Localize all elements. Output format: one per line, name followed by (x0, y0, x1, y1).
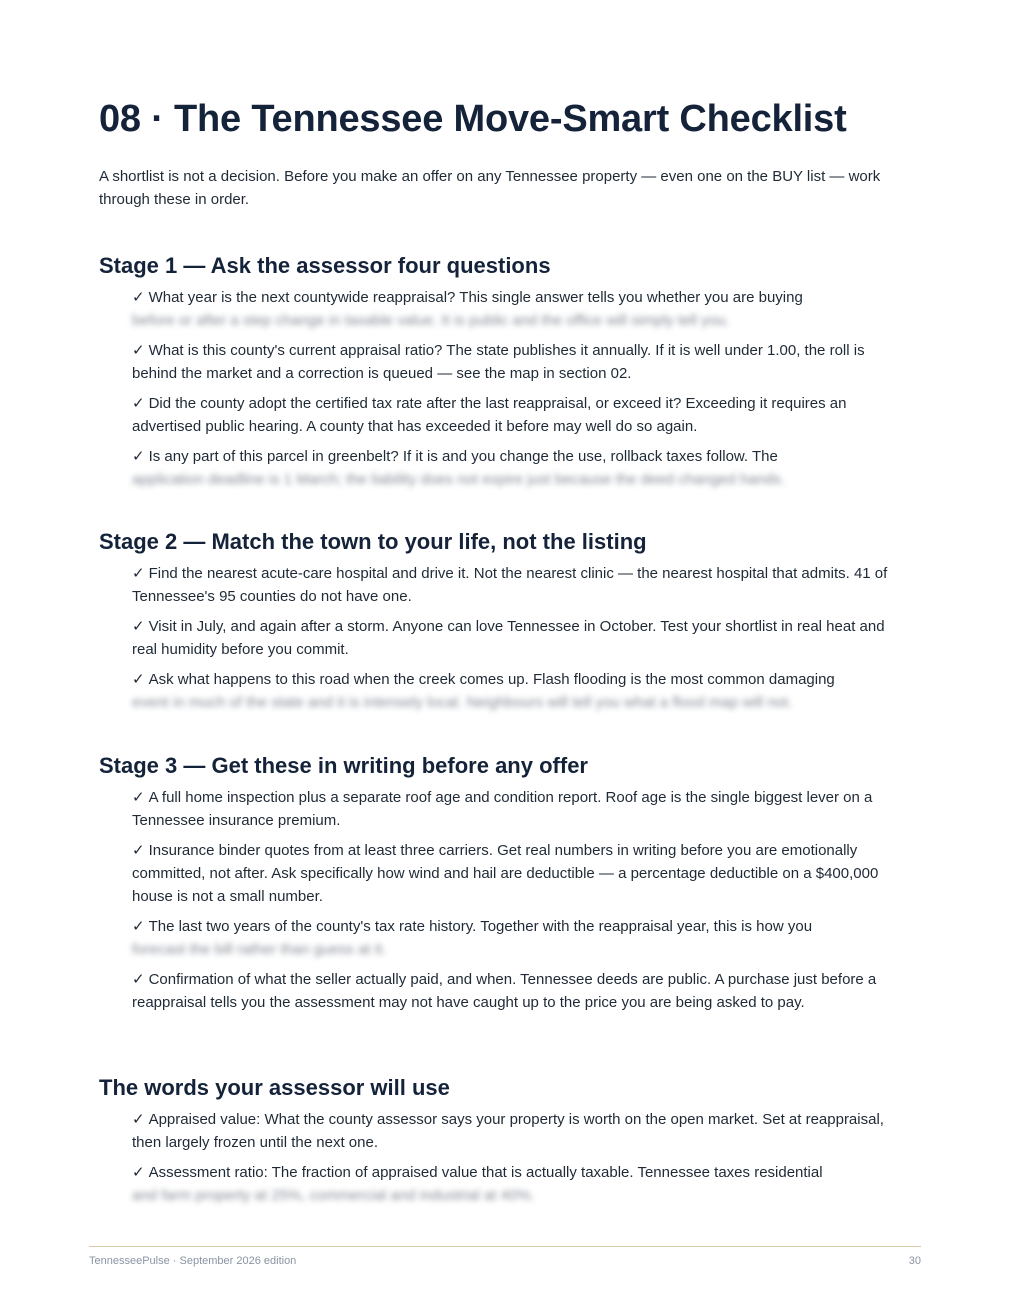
item-text: Did the county adopt the certified tax rate after the last reappraisal, or exceed it? Exceeding it requires an advertised public hearing. A county that has exceeded it before may well do so again. (132, 395, 847, 435)
check-icon: ✓ (132, 971, 145, 988)
checklist (99, 286, 913, 491)
checklist-item (132, 562, 913, 608)
checklist-item (132, 668, 913, 714)
blurred-text: and farm property at 25%, commercial and industrial at 40%. (132, 1187, 535, 1204)
section-heading: The words your assessor will use (99, 1075, 450, 1100)
item-text: Insurance binder quotes from at least three carriers. Get real numbers in writing before you are emotionally committed, not after. Ask specifically how wind and hail are deductible — a percentage deductible on a $400,000 house is not a small number. (132, 842, 879, 905)
footer-edition: TennesseePulse · September 2026 edition (89, 1255, 297, 1267)
blurred-text: event in much of the state and it is intensely local. Neighbours will tell you what a flood map will not. (132, 694, 793, 711)
item-text: A full home inspection plus a separate roof age and condition report. Roof age is the single biggest lever on a Tennessee insurance premium. (132, 789, 873, 829)
checklist-item (132, 968, 913, 1014)
section-glossary (99, 1074, 913, 1207)
checklist-item (132, 445, 913, 491)
check-icon: ✓ (132, 789, 145, 806)
checklist-item (132, 1161, 913, 1207)
checklist (99, 562, 913, 714)
item-text: Appraised value: What the county assessor says your property is worth on the open market. Set at reappraisal, then largely frozen until the next one. (132, 1111, 884, 1151)
section-heading: Stage 3 — Get these in writing before any offer (99, 753, 588, 778)
section-stage-1 (99, 252, 913, 491)
item-text: What is this county's current appraisal ratio? The state publishes it annually. If it is well under 1.00, the roll is behind the market and a correction is queued — see the map in section 02. (132, 342, 865, 382)
page-number: 30 (908, 1255, 921, 1267)
checklist-item (132, 339, 913, 385)
check-icon: ✓ (132, 395, 145, 412)
check-icon: ✓ (132, 289, 145, 306)
check-icon: ✓ (132, 842, 145, 859)
check-icon: ✓ (132, 1111, 145, 1128)
check-icon: ✓ (132, 671, 145, 688)
item-text: The last two years of the county's tax rate history. Together with the reappraisal year, this is how you (148, 918, 813, 935)
check-icon: ✓ (132, 448, 145, 465)
item-text: Confirmation of what the seller actually paid, and when. Tennessee deeds are public. A purchase just before a reappraisal tells you the assessment may not have caught up to the price you are being asked to pay. (132, 971, 877, 1011)
checklist-item (132, 392, 913, 438)
section-heading: Stage 2 — Match the town to your life, not the listing (99, 529, 647, 554)
check-icon: ✓ (132, 342, 145, 359)
section-stage-3 (99, 752, 913, 1014)
checklist-item (132, 786, 913, 832)
item-text: Visit in July, and again after a storm. Anyone can love Tennessee in October. Test your shortlist in real heat and real humidity before you commit. (132, 618, 885, 658)
section-stage-2 (99, 528, 913, 714)
checklist-item (132, 615, 913, 661)
checklist-item (132, 286, 913, 332)
blurred-text: before or after a step change in taxable value. It is public and the office will simply tell you. (132, 312, 730, 329)
checklist (99, 786, 913, 1014)
checklist-item (132, 915, 913, 961)
item-text: Ask what happens to this road when the creek comes up. Flash flooding is the most common damaging (148, 671, 835, 688)
check-icon: ✓ (132, 1164, 145, 1181)
blurred-text: forecast the bill rather than guess at it. (132, 941, 387, 958)
page-title: 08 · The Tennessee Move-Smart Checklist (99, 98, 847, 140)
checklist-item (132, 1108, 913, 1154)
section-heading: Stage 1 — Ask the assessor four questions (99, 253, 551, 278)
checklist-item (132, 839, 913, 908)
check-icon: ✓ (132, 565, 145, 582)
check-icon: ✓ (132, 918, 145, 935)
item-text: Find the nearest acute-care hospital and drive it. Not the nearest clinic — the nearest hospital that admits. 41 of Tennessee's 95 counties do not have one. (132, 565, 888, 605)
item-text: Is any part of this parcel in greenbelt? If it is and you change the use, rollback taxes follow. The (148, 448, 778, 465)
item-text: Assessment ratio: The fraction of appraised value that is actually taxable. Tennessee taxes residential (148, 1164, 823, 1181)
blurred-text: application deadline is 1 March; the liability does not expire just because the deed changed hands. (132, 471, 785, 488)
checklist (99, 1108, 913, 1207)
item-text: What year is the next countywide reappraisal? This single answer tells you whether you are buying (148, 289, 803, 306)
check-icon: ✓ (132, 618, 145, 635)
footer-divider (89, 1246, 921, 1247)
intro-paragraph: A shortlist is not a decision. Before you make an offer on any Tennessee property — even one on the BUY list — work through these in order. (99, 168, 881, 208)
